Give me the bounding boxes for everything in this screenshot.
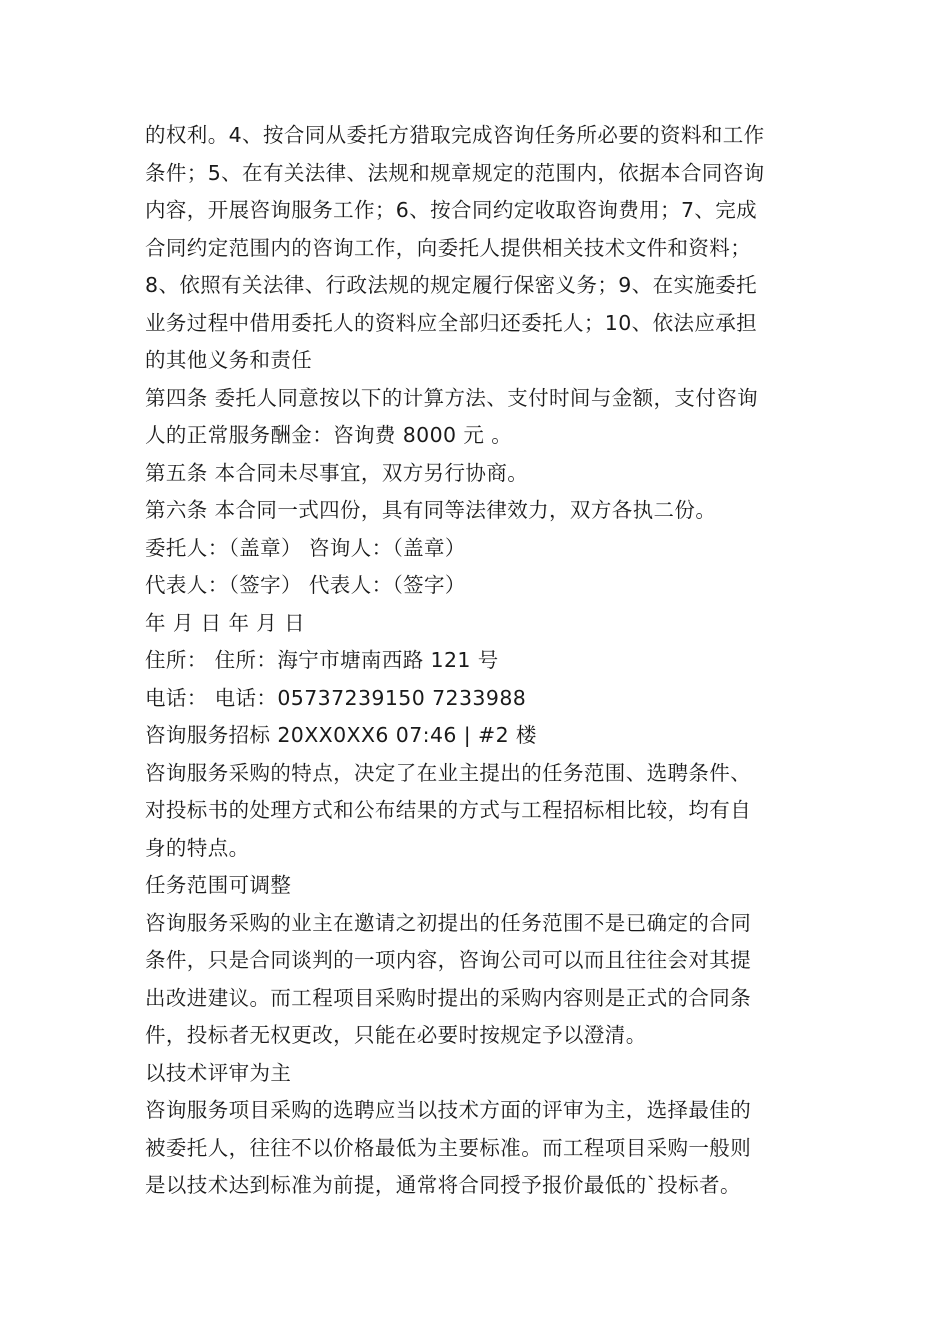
text-line: 条件；5、在有关法律、法规和规章规定的范围内，依据本合同咨询 xyxy=(145,160,765,185)
date-line: 年 月 日 年 月 日 xyxy=(145,610,305,635)
text-line: 被委托人，往往不以价格最低为主要标准。而工程项目采购一般则 xyxy=(145,1135,752,1160)
text-line: 咨询服务采购的特点，决定了在业主提出的任务范围、选聘条件、 xyxy=(145,760,752,785)
document-body xyxy=(145,117,810,1205)
clause-four-line: 人的正常服务酬金：咨询费 8000 元 。 xyxy=(145,423,513,447)
clause-four-line: 第四条 委托人同意按以下的计算方法、支付时间与金额，支付咨询 xyxy=(145,385,759,410)
signature-principal-line: 委托人：（盖章） 咨询人：（盖章） xyxy=(145,535,466,560)
text-line: 是以技术达到标准为前提，通常将合同授予报价最低的`投标者。 xyxy=(145,1173,741,1197)
text-line: 对投标书的处理方式和公布结果的方式与工程招标相比较，均有自 xyxy=(145,798,752,822)
text-line: 的权利。4、按合同从委托方猎取完成咨询任务所必要的资料和工作 xyxy=(145,123,765,147)
signature-representative-line: 代表人：（签字） 代表人：（签字） xyxy=(145,573,466,597)
address-line: 住所： 住所：海宁市塘南西路 121 号 xyxy=(145,648,499,672)
text-line: 条件，只是合同谈判的一项内容，咨询公司可以而且往往会对其提 xyxy=(145,948,752,972)
text-line: 合同约定范围内的咨询工作，向委托人提供相关技术文件和资料； xyxy=(145,235,752,260)
text-line: 件，投标者无权更改，只能在必要时按规定予以澄清。 xyxy=(145,1023,647,1047)
text-line: 业务过程中借用委托人的资料应全部归还委托人；10、依法应承担 xyxy=(145,310,758,335)
clause-five-line: 第五条 本合同未尽事宜，双方另行协商。 xyxy=(145,460,529,485)
text-line: 身的特点。 xyxy=(145,835,250,860)
text-line: 咨询服务项目采购的选聘应当以技术方面的评审为主，选择最佳的 xyxy=(145,1098,752,1122)
clause-six-line: 第六条 本合同一式四份，具有同等法律效力，双方各执二份。 xyxy=(145,498,717,522)
section-heading: 以技术评审为主 xyxy=(145,1060,292,1085)
phone-line: 电话： 电话：05737239150 7233988 xyxy=(145,685,527,710)
text-line: 的其他义务和责任 xyxy=(145,348,313,372)
section-heading: 任务范围可调整 xyxy=(145,873,292,897)
text-line: 8、依照有关法律、行政法规的规定履行保密义务；9、在实施委托 xyxy=(145,273,758,297)
text-line: 咨询服务采购的业主在邀请之初提出的任务范围不是已确定的合同 xyxy=(145,910,752,935)
text-line: 出改进建议。而工程项目采购时提出的采购内容则是正式的合同条 xyxy=(145,985,752,1010)
text-line: 内容，开展咨询服务工作；6、按合同约定收取咨询费用；7、完成 xyxy=(145,198,758,222)
post-header-line: 咨询服务招标 20XX0XX6 07:46 | #2 楼 xyxy=(145,723,537,747)
